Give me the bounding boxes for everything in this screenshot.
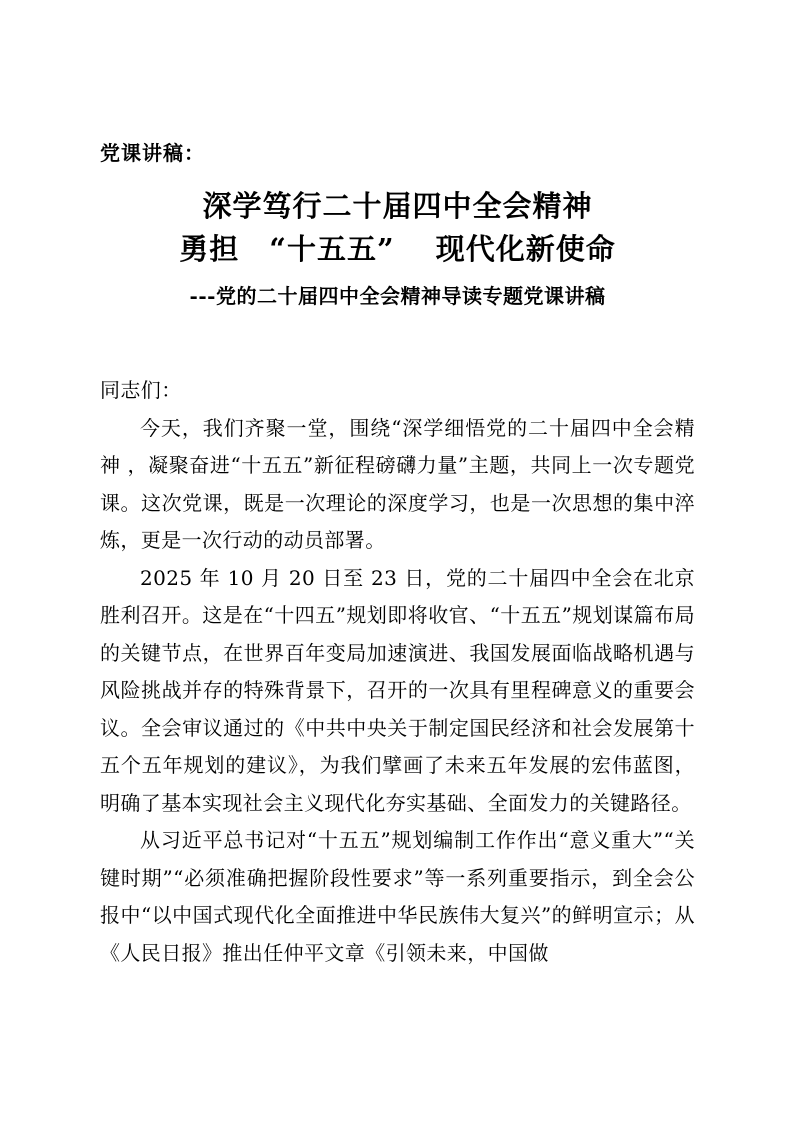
doc-subtitle: ---党的二十届四中全会精神导读专题党课讲稿 [189, 284, 606, 308]
body-paragraph-3: 从习近平总书记对“十五五”规划编制工作作出“意义重大”“关键时期”“必须准确把握阶段性要求”等一系列重要指示，到全会公报中“以中国式现代化全面推进中华民族伟大复兴”的鲜明宣示；从《人民日报》推出任仲平文章《引领未来，中国做 [100, 828, 695, 965]
doc-title-line2: 勇担 “十五五” 现代化新使命 [179, 232, 616, 266]
body-paragraph-1: 今天，我们齐聚一堂，围绕“深学细悟党的二十届四中全会精神 ，凝聚奋进“十五五”新征程磅礴力量”主题，共同上一次专题党课。这次党课，既是一次理论的深度学习，也是一次思想的集中淬炼，更是一次行动的动员部署。 [100, 415, 695, 552]
salutation-line: 同志们： [100, 378, 182, 402]
doc-type-label: 党课讲稿： [100, 141, 205, 165]
doc-title-line1: 深学笃行二十届四中全会精神 [202, 189, 593, 223]
doc-body [100, 372, 695, 972]
body-paragraph-2: 2025 年 10 月 20 日至 23 日，党的二十届四中全会在北京胜利召开。这是在“十四五”规划即将收官、“十五五”规划谋篇布局的关键节点，在世界百年变局加速演进、我国发展面临战略机遇与风险挑战并存的特殊背景下，召开的一次具有里程碑意义的重要会议。全会审议通过的《中共中央关于制定国民经济和社会发展第十五个五年规划的建议》，为我们擘画了未来五年发展的宏伟蓝图，明确了基本实现社会主义现代化夯实基础、全面发力的关键路径。 [100, 565, 695, 815]
